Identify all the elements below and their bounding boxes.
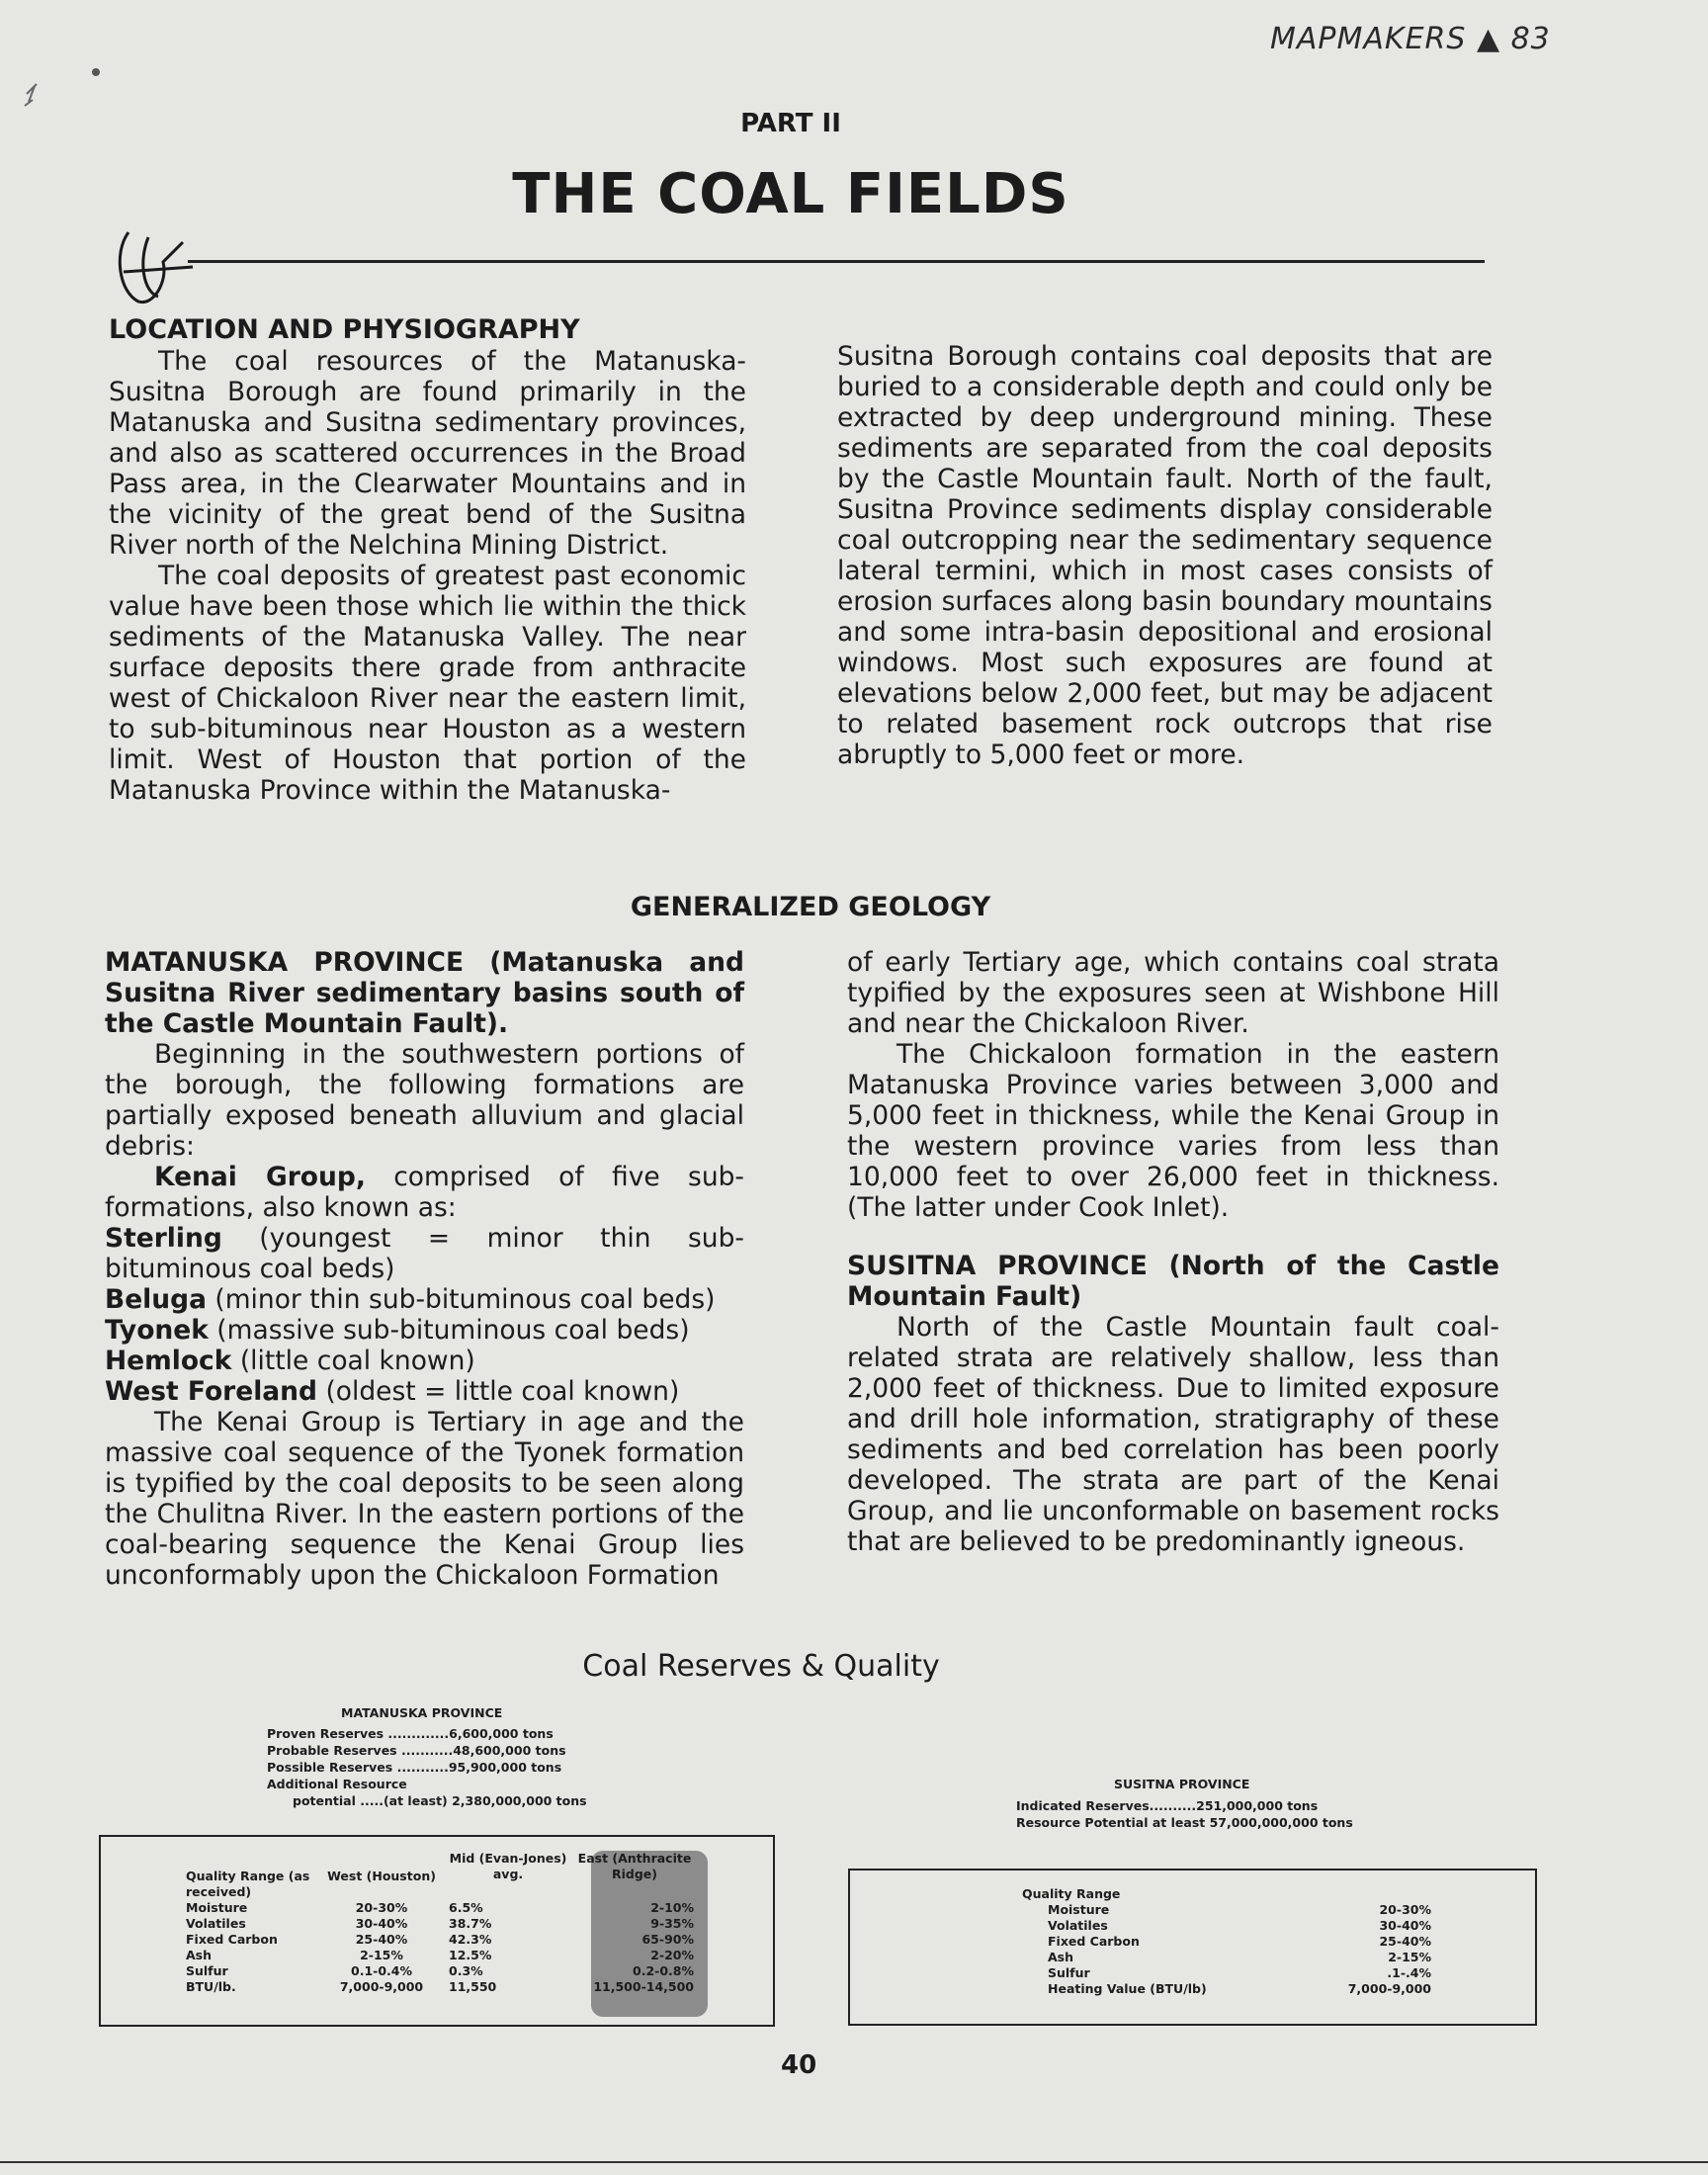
page-title: THE COAL FIELDS bbox=[512, 162, 1069, 226]
table-header: West (Houston) bbox=[327, 1869, 436, 1883]
susitna-quality-box bbox=[848, 1869, 1537, 2026]
table-cell: 25-40% bbox=[1379, 1934, 1431, 1949]
table-row bbox=[1018, 1965, 1435, 1981]
susitna-quality-table bbox=[1018, 1886, 1435, 1997]
matanuska-paragraph-4: of early Tertiary age, which contains coal strata typified by the exposures seen at Wishbone Hill and near the Chickaloon River. bbox=[847, 947, 1499, 1039]
table-header: East (Anthracite Ridge) bbox=[577, 1851, 692, 1881]
table-row bbox=[1018, 1918, 1435, 1934]
table-row bbox=[182, 1963, 698, 1979]
matanuska-reserves-list bbox=[267, 1725, 623, 1809]
table-cell: 0.3% bbox=[449, 1963, 483, 1978]
table-cell: .1-.4% bbox=[1387, 1965, 1431, 1980]
kenai-group-desc: comprised of five sub-formations, also known as: bbox=[105, 1162, 744, 1223]
location-left-column bbox=[109, 346, 746, 806]
formation-name: Beluga bbox=[105, 1284, 207, 1315]
table-cell: 20-30% bbox=[1379, 1902, 1431, 1917]
table-row bbox=[1018, 1950, 1435, 1965]
susitna-paragraph-1: North of the Castle Mountain fault coal-related strata are relatively shallow, less than 2,000 feet of thickness. Due to limited exposure and drill hole information, stratigraphy of these sediments and bed correlation has been poorly developed. The strata are part of the Kenai Group, and lie unconformable on basement rocks that are believed to be predominantly igneous. bbox=[847, 1312, 1499, 1557]
table-cell: 30-40% bbox=[355, 1916, 408, 1931]
formation-beluga bbox=[105, 1284, 744, 1315]
matanuska-province-heading: MATANUSKA PROVINCE (Matanuska and Susitna River sedimentary basins south of the Castle Mountain Fault). bbox=[105, 947, 744, 1039]
table-row bbox=[182, 1916, 698, 1932]
reserves-line: Proven Reserves .............6,600,000 tons bbox=[267, 1726, 554, 1741]
table-row bbox=[1018, 1981, 1435, 1997]
formation-sterling bbox=[105, 1223, 744, 1284]
margin-mark-icon bbox=[15, 54, 133, 114]
geology-right-column bbox=[847, 947, 1499, 1557]
bottom-edge-line bbox=[0, 2161, 1708, 2163]
formation-name: Hemlock bbox=[105, 1346, 232, 1376]
susitna-reserves-title: SUSITNA PROVINCE bbox=[1114, 1777, 1250, 1791]
table-cell: 11,500-14,500 bbox=[593, 1979, 694, 1994]
location-right-column bbox=[837, 341, 1493, 770]
table-cell: 2-20% bbox=[650, 1948, 694, 1962]
formation-hemlock bbox=[105, 1346, 744, 1376]
formation-name: Tyonek bbox=[105, 1315, 209, 1346]
formation-name: Sterling bbox=[105, 1223, 222, 1254]
table-cell: Volatiles bbox=[1048, 1918, 1108, 1933]
reserves-line: potential .....(at least) 2,380,000,000 tons bbox=[293, 1793, 587, 1808]
location-paragraph-1: The coal resources of the Matanuska-Susitna Borough are found primarily in the Matanuska and Susitna sedimentary provinces, and also as scattered occurrences in the Broad Pass area, in the Clearwater Mountains and in the vicinity of the great bend of the Susitna River north of the Nelchina Mining District. bbox=[109, 346, 746, 561]
location-paragraph-3: Susitna Borough contains coal deposits that are buried to a considerable depth and could only be extracted by deep underground mining. These sediments are separated from the coal deposits by the Castle Mountain fault. North of the fault, Susitna Province sediments display considerable coal outcropping near the sedimentary sequence lateral termini, which in most cases consists of erosion surfaces along basin boundary mountains and some intra-basin depositional and erosional windows. Most such exposures are found at elevations below 2,000 feet, but may be adjacent to related basement rock outcrops that rise abruptly to 5,000 feet or more. bbox=[837, 341, 1493, 770]
table-cell: 6.5% bbox=[449, 1900, 483, 1915]
matanuska-reserves-title: MATANUSKA PROVINCE bbox=[341, 1705, 503, 1720]
table-cell: Ash bbox=[1048, 1950, 1074, 1964]
formation-tyonek bbox=[105, 1315, 744, 1346]
table-header: Mid (Evan-Jones) avg. bbox=[449, 1851, 567, 1881]
reserves-line: Possible Reserves ...........95,900,000 tons bbox=[267, 1760, 562, 1775]
reserves-line: Additional Resource bbox=[267, 1777, 407, 1791]
location-heading: LOCATION AND PHYSIOGRAPHY bbox=[109, 314, 580, 345]
matanuska-quality-table bbox=[182, 1851, 698, 1995]
location-paragraph-2: The coal deposits of greatest past economic value have been those which lie within the thick sediments of the Matanuska Valley. The near surface deposits there grade from anthracite west of Chickaloon River near the eastern limit, to sub-bituminous near Houston as a western limit. West of Houston that portion of the Matanuska Province within the Matanuska- bbox=[109, 561, 746, 806]
table-cell: Fixed Carbon bbox=[1048, 1934, 1140, 1949]
handwritten-initials-icon bbox=[109, 222, 208, 311]
formation-desc: (minor thin sub-bituminous coal beds) bbox=[206, 1284, 716, 1315]
table-cell: 9-35% bbox=[650, 1916, 694, 1931]
formation-desc: (massive sub-bituminous coal beds) bbox=[208, 1315, 690, 1346]
table-cell: 42.3% bbox=[449, 1932, 492, 1947]
title-rule bbox=[188, 260, 1485, 263]
geology-left-column bbox=[105, 947, 744, 1591]
matanuska-quality-box bbox=[99, 1835, 775, 2027]
table-cell: Heating Value (BTU/lb) bbox=[1048, 1981, 1207, 1996]
table-cell: 2-15% bbox=[1388, 1950, 1431, 1964]
reserves-line: Resource Potential at least 57,000,000,000 tons bbox=[1016, 1815, 1353, 1830]
matanuska-paragraph-1: Beginning in the southwestern portions of the borough, the following formations are partially exposed beneath alluvium and glacial debris: bbox=[105, 1039, 744, 1162]
kenai-group-term: Kenai Group, bbox=[154, 1162, 366, 1192]
table-cell: 7,000-9,000 bbox=[339, 1979, 424, 1994]
handwritten-note: MAPMAKERS ▲ 83 bbox=[1270, 22, 1551, 56]
table-cell: 2-15% bbox=[360, 1948, 403, 1962]
table-cell: 7,000-9,000 bbox=[1347, 1981, 1431, 1996]
table-cell: 65-90% bbox=[641, 1932, 694, 1947]
table-header: Quality Range (as received) bbox=[186, 1869, 310, 1899]
reserves-line: Indicated Reserves..........251,000,000 tons bbox=[1016, 1798, 1319, 1813]
table-cell: Sulfur bbox=[186, 1963, 228, 1978]
reserves-heading: Coal Reserves & Quality bbox=[582, 1649, 940, 1684]
table-cell: 30-40% bbox=[1379, 1918, 1431, 1933]
formation-desc: (oldest = little coal known) bbox=[317, 1376, 680, 1407]
page-number: 40 bbox=[781, 2050, 817, 2080]
table-row bbox=[1018, 1934, 1435, 1950]
table-header-row bbox=[182, 1851, 698, 1900]
table-cell: Sulfur bbox=[1048, 1965, 1090, 1980]
table-header-row bbox=[1018, 1886, 1435, 1902]
part-label: PART II bbox=[740, 109, 841, 138]
table-cell: 11,550 bbox=[449, 1979, 497, 1994]
formation-west-foreland bbox=[105, 1376, 744, 1407]
formation-desc: (youngest = minor thin sub-bituminous coal beds) bbox=[105, 1223, 744, 1284]
table-cell: Volatiles bbox=[186, 1916, 246, 1931]
table-row bbox=[1018, 1902, 1435, 1918]
susitna-reserves-list bbox=[1016, 1797, 1411, 1831]
table-row bbox=[182, 1932, 698, 1948]
formation-desc: (little coal known) bbox=[231, 1346, 475, 1376]
table-row bbox=[182, 1948, 698, 1963]
table-cell: 0.2-0.8% bbox=[633, 1963, 694, 1978]
formation-name: West Foreland bbox=[105, 1376, 318, 1407]
table-cell: Fixed Carbon bbox=[186, 1932, 278, 1947]
table-cell: 12.5% bbox=[449, 1948, 492, 1962]
table-row bbox=[182, 1900, 698, 1916]
table-cell: 0.1-0.4% bbox=[351, 1963, 412, 1978]
table-cell: Moisture bbox=[186, 1900, 248, 1915]
kenai-group-paragraph bbox=[105, 1162, 744, 1223]
table-cell: 38.7% bbox=[449, 1916, 492, 1931]
table-cell: 2-10% bbox=[650, 1900, 694, 1915]
matanuska-paragraph-5: The Chickaloon formation in the eastern Matanuska Province varies between 3,000 and 5,000 feet in thickness, while the Kenai Group in the western province varies from less than 10,000 feet to over 26,000 feet in thickness. (The latter under Cook Inlet). bbox=[847, 1039, 1499, 1223]
matanuska-paragraph-3: The Kenai Group is Tertiary in age and the massive coal sequence of the Tyonek formation is typified by the coal deposits to be seen along the Chulitna River. In the eastern portions of the coal-bearing sequence the Kenai Group lies unconformably upon the Chickaloon Formation bbox=[105, 1407, 744, 1591]
table-cell: 20-30% bbox=[355, 1900, 408, 1915]
table-header: Quality Range bbox=[1022, 1886, 1121, 1901]
susitna-province-heading: SUSITNA PROVINCE (North of the Castle Mountain Fault) bbox=[847, 1251, 1499, 1312]
table-cell: Ash bbox=[186, 1948, 213, 1962]
geology-heading: GENERALIZED GEOLOGY bbox=[630, 892, 991, 922]
table-cell: 25-40% bbox=[355, 1932, 408, 1947]
table-cell: BTU/lb. bbox=[186, 1979, 236, 1994]
reserves-line: Probable Reserves ...........48,600,000 tons bbox=[267, 1743, 566, 1758]
table-cell: Moisture bbox=[1048, 1902, 1110, 1917]
table-row bbox=[182, 1979, 698, 1995]
